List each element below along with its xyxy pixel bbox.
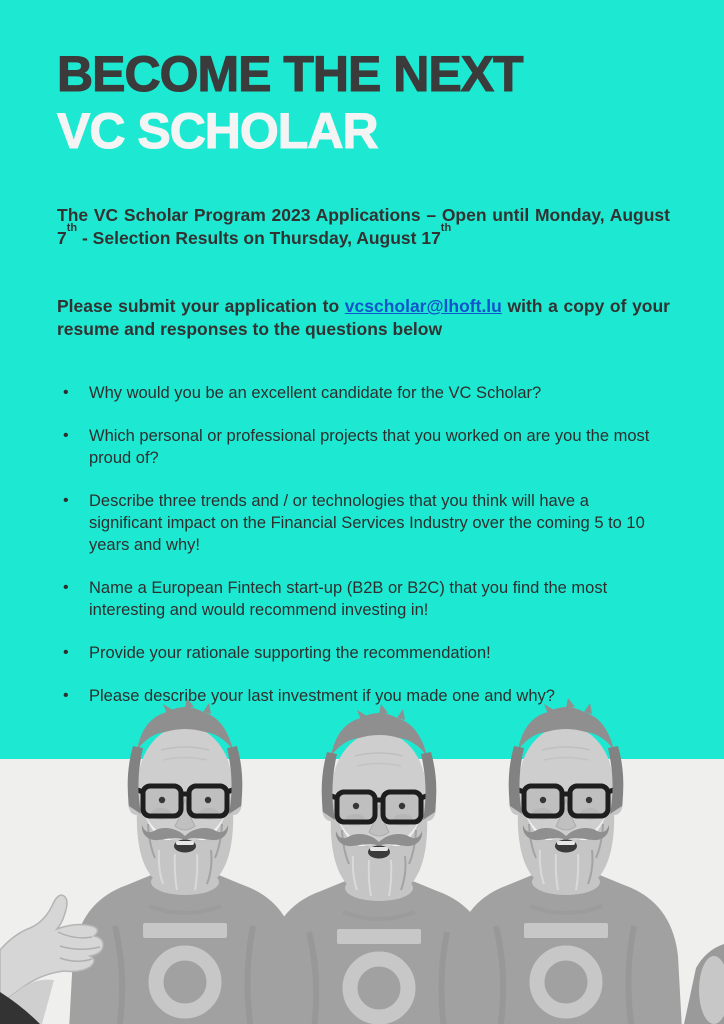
dates-superscript-2: th — [440, 222, 452, 235]
question-item-1 — [63, 382, 664, 404]
question-text-3: Describe three trends and / or technologies that you think will have a significant impact on the Financial Services Industry over the coming 5 to 10 years and why! — [89, 492, 645, 554]
question-text-6: Please describe your last investment if you made one and why? — [89, 687, 555, 705]
title-line-2: VC SCHOLAR — [57, 103, 378, 159]
bullet-icon: • — [63, 492, 69, 509]
photo-man-left — [69, 698, 301, 1024]
question-text-2: Which personal or professional projects that you worked on are you the most proud of? — [89, 427, 650, 467]
bullet-icon: • — [63, 644, 69, 661]
dates-text-2: - Selection Results on Thursday, August 17 — [77, 228, 441, 248]
email-link[interactable]: vcscholar@lhoft.lu — [344, 296, 502, 316]
dates-superscript-1: th — [66, 222, 78, 235]
question-item-2 — [63, 425, 664, 469]
dates-text-1: The VC Scholar Program 2023 Applications – Open until Monday, August 7 — [57, 205, 670, 248]
question-item-4 — [63, 577, 664, 621]
bullet-icon: • — [63, 687, 69, 704]
question-item-5 — [63, 642, 664, 664]
bullet-icon: • — [63, 427, 69, 444]
bullet-icon: • — [63, 579, 69, 596]
dates-paragraph — [57, 204, 670, 250]
photo-man-center — [263, 704, 495, 1024]
question-text-5: Provide your rationale supporting the recommendation! — [89, 644, 491, 662]
submit-paragraph — [57, 295, 670, 341]
submit-text-1: Please submit your application to — [57, 296, 345, 316]
bullet-icon: • — [63, 384, 69, 401]
questions-list — [57, 382, 670, 707]
right-edge-arm — [684, 944, 724, 1024]
title-line-1: BECOME THE NEXT — [57, 46, 523, 102]
question-text-1: Why would you be an excellent candidate for the VC Scholar? — [89, 384, 542, 402]
question-item-3 — [63, 490, 664, 556]
photo-strip — [0, 688, 724, 1024]
submit-text-2: with a copy of your resume and responses to the questions below — [57, 296, 670, 339]
page-title — [57, 46, 670, 160]
question-text-4: Name a European Fintech start-up (B2B or B2C) that you find the most interesting and would recommend investing in! — [89, 579, 608, 619]
flyer-content — [57, 0, 670, 728]
